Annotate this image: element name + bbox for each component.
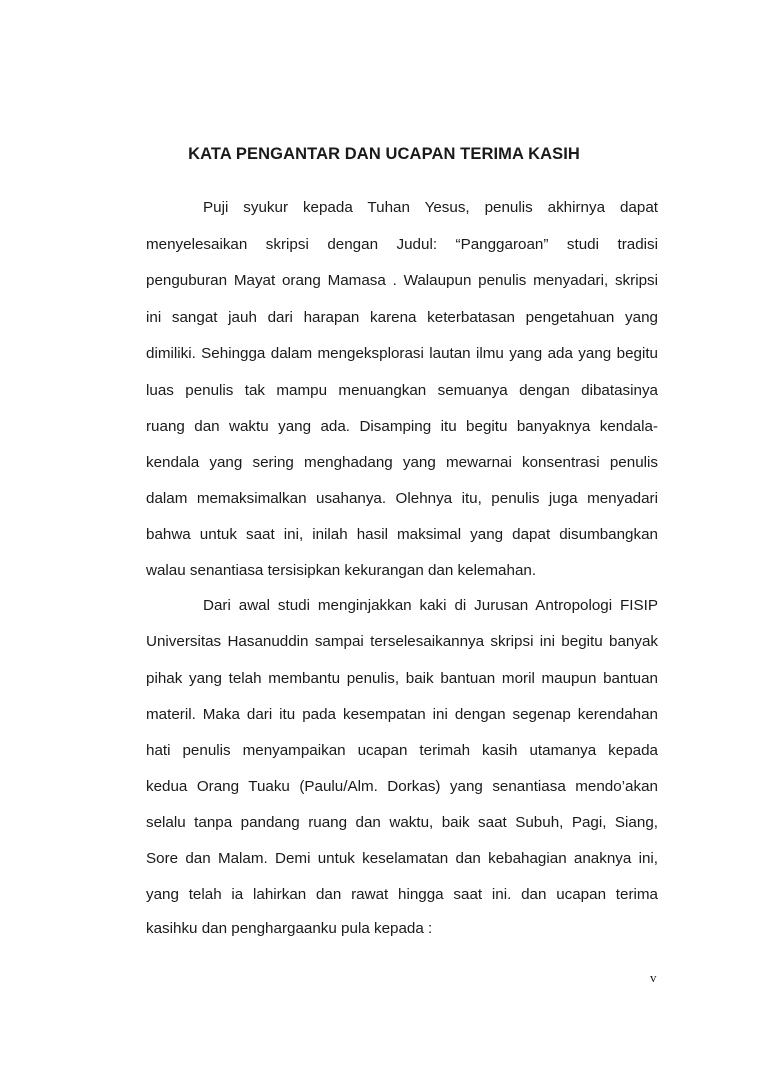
paragraph-1-line: ini sangat jauh dari harapan karena keterbatasan pengetahuan yang [146, 309, 658, 326]
paragraph-1-line: bahwa untuk saat ini, inilah hasil maksimal yang dapat disumbangkan [146, 526, 658, 543]
paragraph-1-line: dalam memaksimalkan usahanya. Olehnya itu, penulis juga menyadari [146, 490, 658, 507]
paragraph-2-line: Dari awal studi menginjakkan kaki di Jurusan Antropologi FISIP [203, 597, 658, 614]
paragraph-2-line: materil. Maka dari itu pada kesempatan ini dengan segenap kerendahan [146, 706, 658, 723]
paragraph-2-line: yang telah ia lahirkan dan rawat hingga saat ini. dan ucapan terima [146, 886, 658, 903]
paragraph-1-line: penguburan Mayat orang Mamasa . Walaupun penulis menyadari, skripsi [146, 272, 658, 289]
paragraph-1-line: kendala yang sering menghadang yang mewarnai konsentrasi penulis [146, 454, 658, 471]
paragraph-1-line: ruang dan waktu yang ada. Disamping itu begitu banyaknya kendala- [146, 418, 658, 435]
paragraph-2-line: kasihku dan penghargaanku pula kepada : [146, 920, 433, 937]
paragraph-2-line: hati penulis menyampaikan ucapan terimah kasih utamanya kepada [146, 742, 658, 759]
paragraph-1-line: menyelesaikan skripsi dengan Judul: “Panggaroan” studi tradisi [146, 236, 658, 253]
page-title: KATA PENGANTAR DAN UCAPAN TERIMA KASIH [188, 145, 580, 163]
paragraph-2-line: pihak yang telah membantu penulis, baik bantuan moril maupun bantuan [146, 670, 658, 687]
paragraph-2-line: Universitas Hasanuddin sampai terselesaikannya skripsi ini begitu banyak [146, 633, 658, 650]
paragraph-1-line: Puji syukur kepada Tuhan Yesus, penulis akhirnya dapat [203, 199, 658, 216]
paragraph-1-line: luas penulis tak mampu menuangkan semuanya dengan dibatasinya [146, 382, 658, 399]
paragraph-1-line: walau senantiasa tersisipkan kekurangan dan kelemahan. [146, 562, 537, 579]
paragraph-2-line: selalu tanpa pandang ruang dan waktu, baik saat Subuh, Pagi, Siang, [146, 814, 658, 831]
paragraph-1-line: dimiliki. Sehingga dalam mengeksplorasi lautan ilmu yang ada yang begitu [146, 345, 658, 362]
paragraph-2-line: kedua Orang Tuaku (Paulu/Alm. Dorkas) yang senantiasa mendo’akan [146, 778, 658, 795]
page-number: v [650, 970, 657, 985]
paragraph-2-line: Sore dan Malam. Demi untuk keselamatan dan kebahagian anaknya ini, [146, 850, 658, 867]
